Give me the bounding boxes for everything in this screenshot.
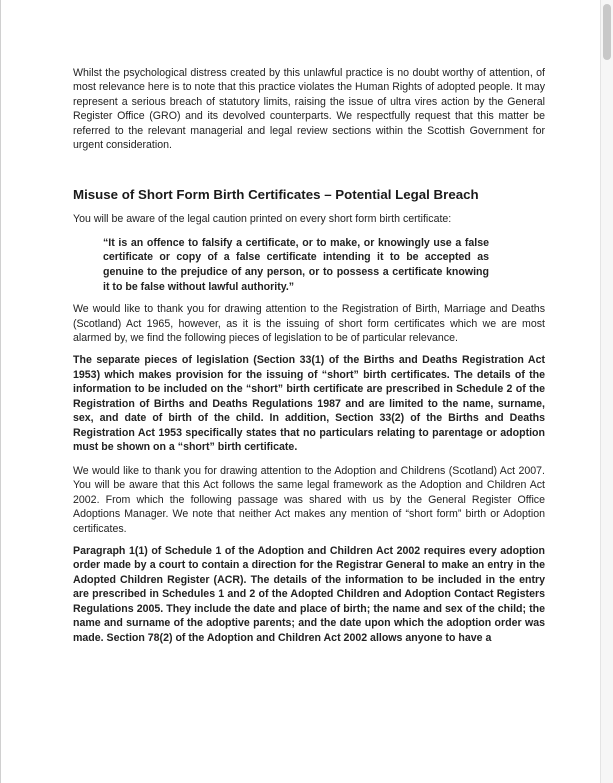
caution-quote: “It is an offence to falsify a certificate, or to make, or knowingly use a false certificate or copy of a false certificate intending it to be accepted as genuine to the prejudice of any person, or to possess a certificate knowing it to be false without lawful authority.”	[103, 236, 489, 293]
intro-paragraph: Whilst the psychological distress created by this unlawful practice is no doubt worthy of attention, of most relevance here is to note that this practice violates the Human Rights of adopted people. It may represent a serious breach of statutory limits, raising the issue of ultra vires action by the General Register Office (GRO) and its devolved counterparts. We respectfully request that this matter be referred to the relevant managerial and legal review sections within the Scottish Government for urgent consideration.	[73, 67, 545, 152]
legislation-paragraph: The separate pieces of legislation (Section 33(1) of the Births and Deaths Registration Act 1953) which makes provision for the issuing of “short” birth certificates. The details of the information to be included on the “short” birth certificate are prescribed in Schedule 2 of the Registration of Births and Deaths Regulations 1987 and are limited to the name, surname, sex, and date of birth of the child. In addition, Section 33(2) of the Births and Deaths Registration Act 1953 specifically states that no particulars relating to parentage or adoption must be shown on a “short” birth certificate.	[73, 354, 545, 454]
caution-lead-paragraph: You will be aware of the legal caution printed on every short form birth certificate:	[73, 213, 452, 226]
vertical-scrollbar[interactable]	[600, 0, 613, 783]
adoption-act-paragraph: Paragraph 1(1) of Schedule 1 of the Adoption and Children Act 2002 requires every adoption order made by a court to contain a direction for the Registrar General to make an entry in the Adopted Children Register (ACR). The details of the information to be included in the entry are prescribed in Schedules 1 and 2 of the Adopted Children and Adoption Contact Registers Regulations 2005. They include the date and place of birth; the name and sex of the child; the name and surname of the adoptive parents; and the date upon which the adoption order was made. Section 78(2) of the Adoption and Children Act 2002 allows anyone to have a	[73, 544, 545, 644]
thanks-adoption-paragraph: We would like to thank you for drawing attention to the Adoption and Childrens (Scotland) Act 2007. You will be aware that this Act follows the same legal framework as the Adoption and Children Act 2002. From which the following passage was shared with us by the General Register Office Adoptions Manager. We note that neither Act makes any mention of “short form” birth or Adoption certificates.	[73, 464, 545, 535]
section-heading: Misuse of Short Form Birth Certificates – Potential Legal Breach	[73, 187, 479, 203]
scrollbar-thumb[interactable]	[603, 4, 611, 60]
thanks-registration-paragraph: We would like to thank you for drawing attention to the Registration of Birth, Marriage and Deaths (Scotland) Act 1965, however, as it is the issuing of short form certificates which we are most alarmed by, we find the following pieces of legislation to be of particular relevance.	[73, 303, 545, 345]
document-content	[73, 66, 545, 654]
